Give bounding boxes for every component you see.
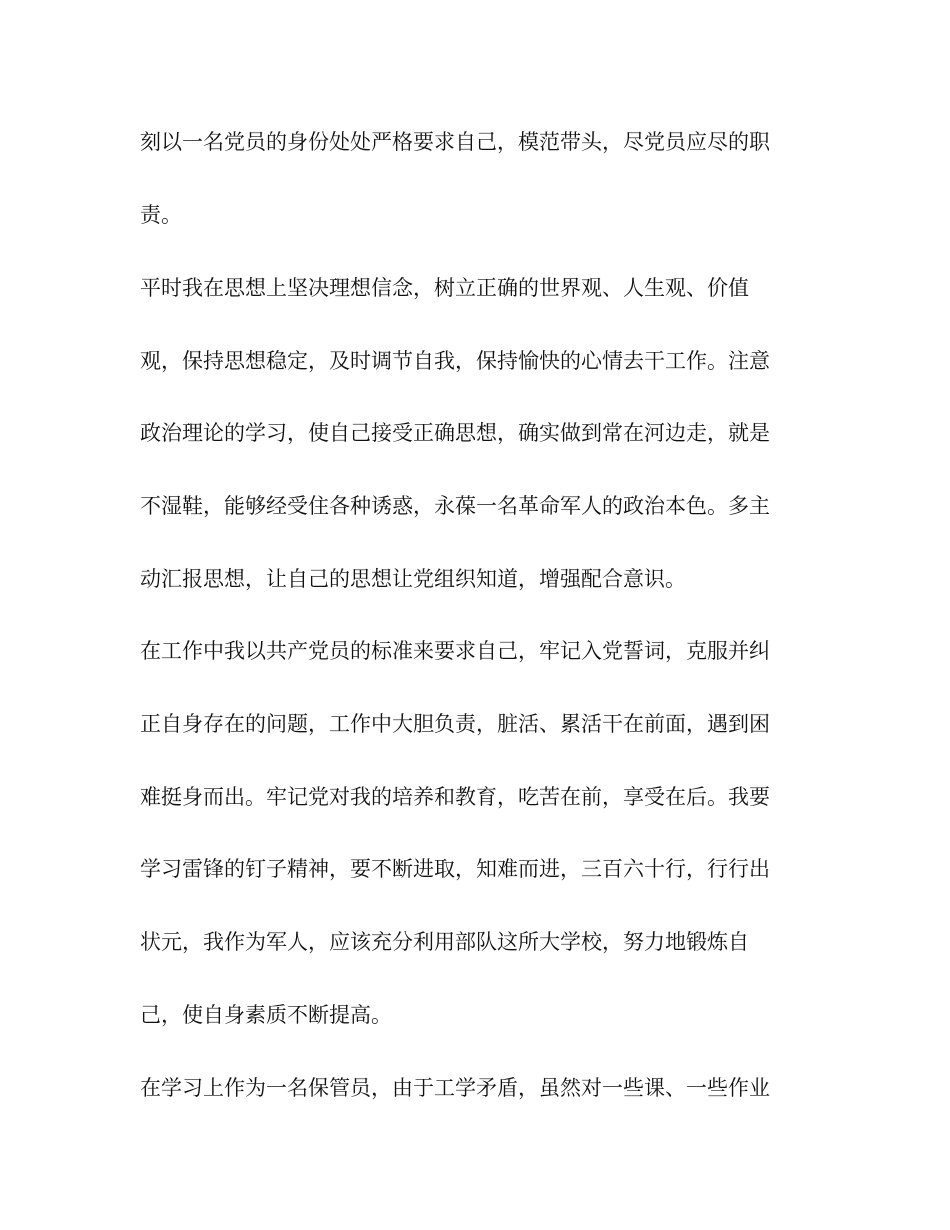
text-line: 己，使自身素质不断提高。	[140, 1003, 392, 1027]
text-line: 责。	[140, 203, 182, 227]
text-line: 观，保持思想稳定，及时调节自我，保持愉快的心情去干工作。注意	[140, 349, 770, 373]
text-line: 在工作中我以共产党员的标准来要求自己，牢记入党誓词，克服并纠	[140, 639, 770, 663]
text-line: 平时我在思想上坚决理想信念，树立正确的世界观、人生观、价值	[140, 276, 749, 300]
text-line: 状元，我作为军人，应该充分利用部队这所大学校，努力地锻炼自	[140, 930, 749, 954]
text-line: 政治理论的学习，使自己接受正确思想，确实做到常在河边走，就是	[140, 421, 770, 445]
text-line: 正自身存在的问题，工作中大胆负责，脏活、累活干在前面，遇到困	[140, 712, 770, 736]
text-line: 学习雷锋的钉子精神，要不断进取，知难而进，三百六十行，行行出	[140, 857, 770, 881]
text-line: 动汇报思想，让自己的思想让党组织知道，增强配合意识。	[140, 567, 686, 591]
text-line: 不湿鞋，能够经受住各种诱惑，永葆一名革命军人的政治本色。多主	[140, 494, 770, 518]
text-line: 难挺身而出。牢记党对我的培养和教育，吃苦在前，享受在后。我要	[140, 785, 770, 809]
text-line: 在学习上作为一名保管员，由于工学矛盾，虽然对一些课、一些作业	[140, 1076, 770, 1100]
text-line: 刻以一名党员的身份处处严格要求自己，模范带头，尽党员应尽的职	[140, 130, 770, 154]
